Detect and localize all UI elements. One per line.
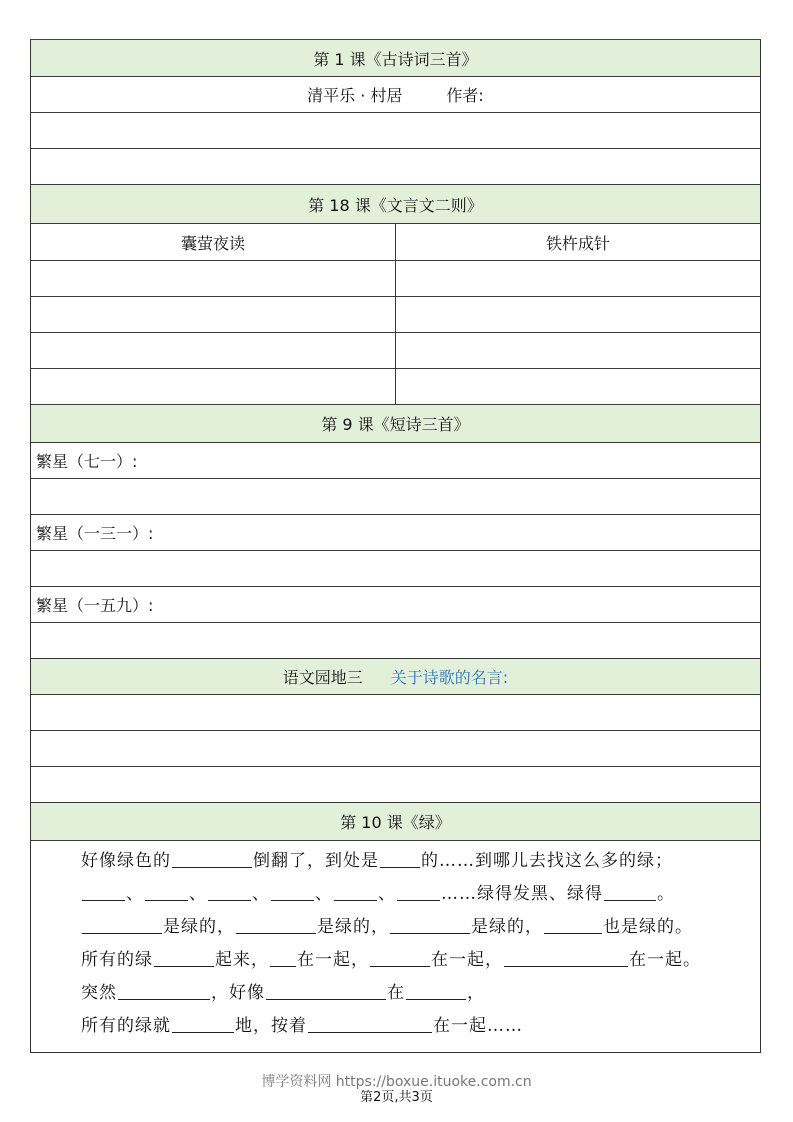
text: 、 [378, 884, 396, 904]
fill-blank[interactable] [406, 981, 466, 1000]
poem-title: 清平乐 · 村居 [307, 86, 403, 105]
fanxing-71-row [31, 443, 760, 479]
author-label: 作者: [446, 86, 484, 105]
text: 在一起， [431, 950, 503, 970]
fill-line-1 [81, 845, 760, 878]
text: 在一起…… [433, 1016, 523, 1036]
answer-cell-left[interactable] [31, 261, 396, 296]
lesson1-title: 第 1 课《古诗词三首》 [313, 49, 478, 69]
fill-line-2 [81, 878, 760, 911]
fill-blank[interactable] [266, 981, 386, 1000]
text: 起来， [215, 950, 269, 970]
text: 好像绿色的 [81, 851, 171, 871]
answer-line[interactable] [31, 623, 760, 659]
text: 是绿的， [163, 917, 235, 937]
answer-cell-left[interactable] [31, 297, 396, 332]
fill-blank[interactable] [145, 882, 188, 901]
fill-blank[interactable] [118, 981, 210, 1000]
answer-line[interactable] [31, 731, 760, 767]
text: ， [467, 983, 485, 1003]
answer-cell-left[interactable] [31, 369, 396, 404]
fanxing-131-label: 繁星（一三一）: [36, 524, 154, 543]
footer-watermark: 博学资料网 https://boxue.ituoke.com.cn [261, 1074, 532, 1090]
text: 地，按着 [235, 1016, 307, 1036]
text: 。 [657, 884, 675, 904]
fill-blank[interactable] [172, 1014, 234, 1033]
lesson18-answer-row [31, 261, 760, 297]
lesson9-title: 第 9 课《短诗三首》 [321, 415, 470, 434]
text: 的……到哪儿去找这么多的绿； [421, 851, 673, 871]
fill-line-4 [81, 944, 760, 977]
lesson18-answer-row [31, 297, 760, 333]
answer-cell-right[interactable] [396, 261, 760, 296]
text: 、 [252, 884, 270, 904]
text: 也是绿的。 [603, 917, 693, 937]
lesson18-header [31, 185, 760, 224]
text: ，好像 [211, 983, 265, 1003]
lesson10-fill-in-text [31, 841, 760, 1052]
text: ……绿得发黑、绿得 [441, 884, 603, 904]
fill-blank[interactable] [208, 882, 251, 901]
answer-line[interactable] [31, 695, 760, 731]
column-header-tiechu: 铁杵成针 [545, 233, 610, 253]
fill-blank[interactable] [504, 948, 628, 967]
garden3-subtitle: 关于诗歌的名言: [390, 668, 509, 687]
fill-blank[interactable] [334, 882, 377, 901]
text: 在一起， [297, 950, 369, 970]
fill-blank[interactable] [308, 1014, 432, 1033]
fill-blank[interactable] [154, 948, 214, 967]
text: 是绿的， [317, 917, 389, 937]
lesson18-columns-header [31, 224, 760, 261]
lesson10-title: 第 10 课《绿》 [340, 813, 451, 832]
garden3-header [31, 659, 760, 695]
fill-blank[interactable] [82, 915, 162, 934]
fill-blank[interactable] [236, 915, 316, 934]
answer-line[interactable] [31, 149, 760, 185]
lesson18-answer-row [31, 333, 760, 369]
fill-blank[interactable] [82, 882, 125, 901]
text: 是绿的， [471, 917, 543, 937]
answer-line[interactable] [31, 767, 760, 803]
column-header-nangying: 囊萤夜读 [31, 224, 396, 260]
text: 所有的绿就 [81, 1016, 171, 1036]
fill-blank[interactable] [271, 882, 314, 901]
answer-cell-right[interactable] [396, 333, 760, 368]
fill-line-3 [81, 911, 760, 944]
worksheet-table [30, 39, 761, 1053]
text: 所有的绿 [81, 950, 153, 970]
fill-blank[interactable] [172, 849, 252, 868]
fill-blank[interactable] [270, 948, 296, 967]
fill-blank[interactable] [370, 948, 430, 967]
answer-line[interactable] [31, 479, 760, 515]
fill-line-5 [81, 977, 760, 1010]
fill-blank[interactable] [604, 882, 656, 901]
fanxing-159-label: 繁星（一五九）: [36, 596, 154, 615]
lesson18-answer-row [31, 369, 760, 405]
answer-cell-left[interactable] [31, 333, 396, 368]
text: 、 [315, 884, 333, 904]
fill-blank[interactable] [390, 915, 470, 934]
answer-line[interactable] [31, 113, 760, 149]
fill-line-6 [81, 1010, 760, 1043]
lesson1-header [31, 40, 760, 77]
text: 、 [126, 884, 144, 904]
answer-line[interactable] [31, 551, 760, 587]
garden3-title: 语文园地三 [282, 668, 363, 687]
lesson10-header [31, 803, 760, 841]
fill-blank[interactable] [397, 882, 440, 901]
fill-blank[interactable] [544, 915, 602, 934]
lesson18-title: 第 18 课《文言文二则》 [308, 195, 483, 215]
answer-cell-right[interactable] [396, 369, 760, 404]
lesson9-header [31, 405, 760, 443]
text: 突然 [81, 983, 117, 1003]
text: 倒翻了，到处是 [253, 851, 379, 871]
fanxing-159-row [31, 587, 760, 623]
fanxing-71-label: 繁星（七一）: [36, 452, 138, 471]
fill-blank[interactable] [380, 849, 420, 868]
answer-cell-right[interactable] [396, 297, 760, 332]
lesson1-poem-row [31, 77, 760, 113]
page-number: 第2页,共3页 [360, 1090, 433, 1105]
text: 、 [189, 884, 207, 904]
text: 在一起。 [629, 950, 701, 970]
fanxing-131-row [31, 515, 760, 551]
text: 在 [387, 983, 405, 1003]
